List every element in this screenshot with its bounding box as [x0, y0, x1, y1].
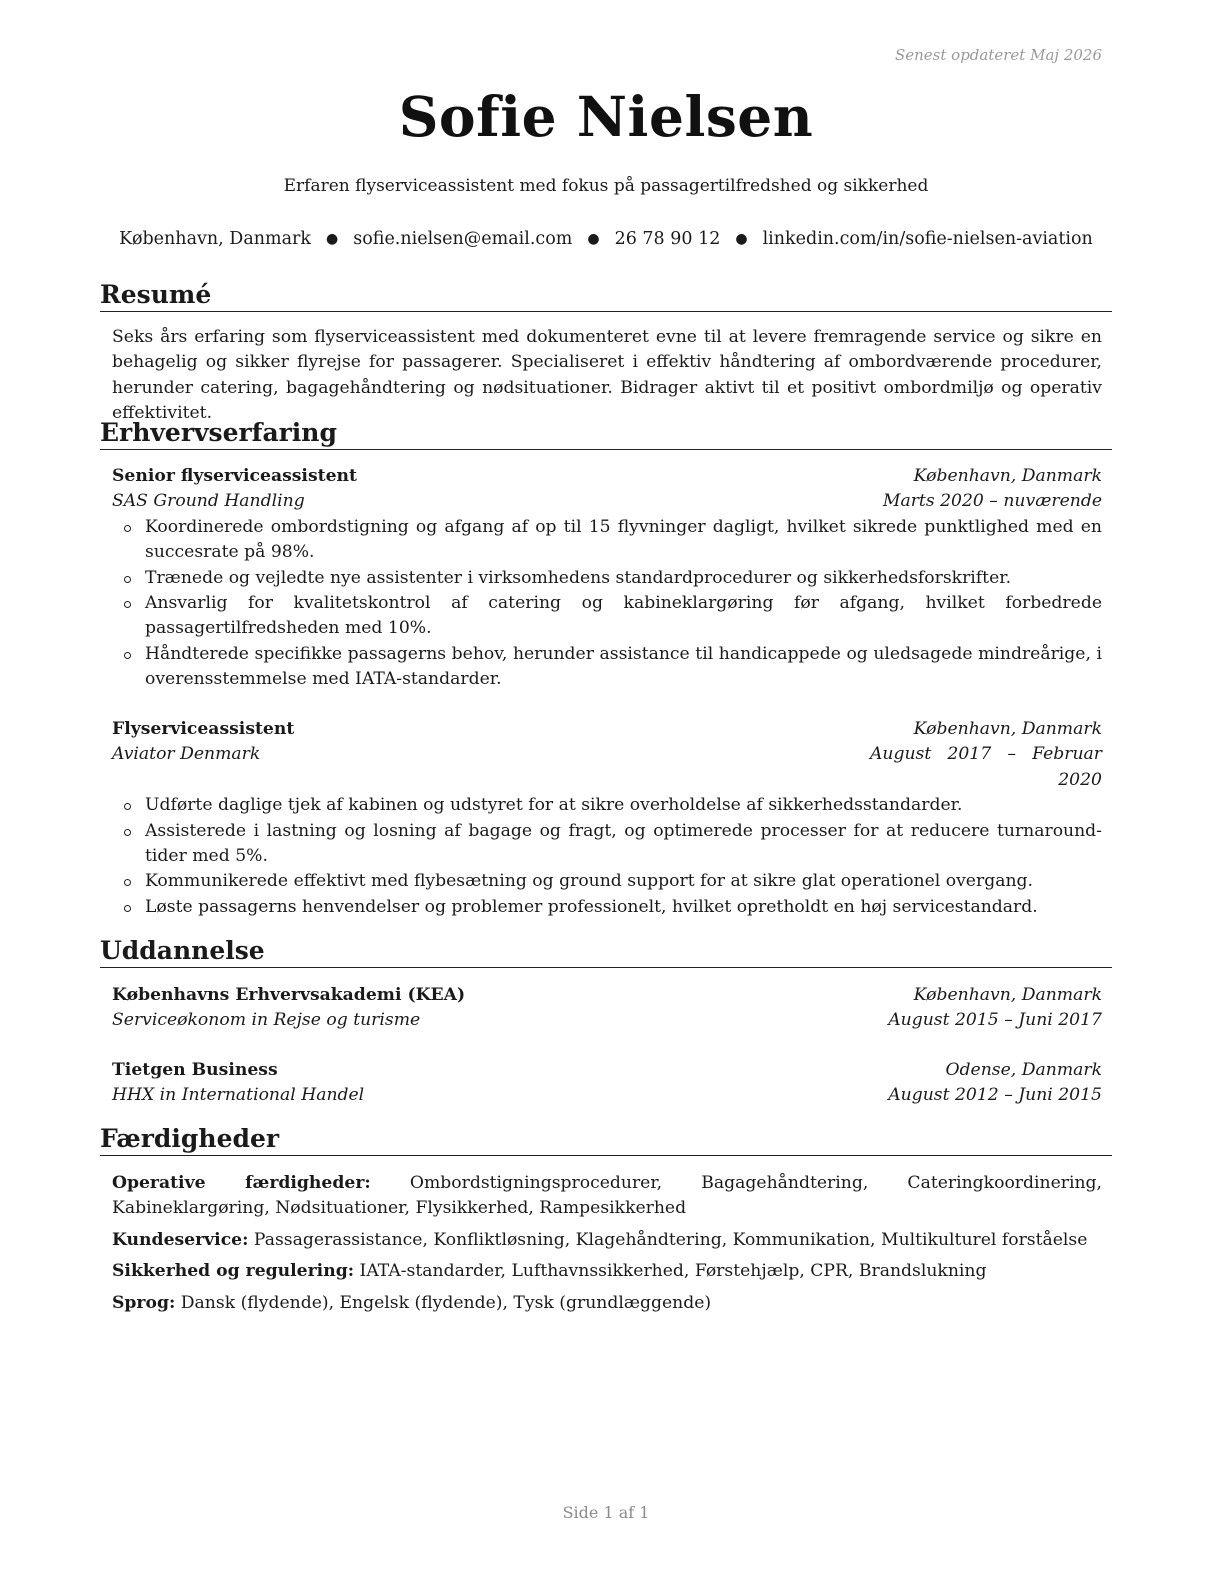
job-entry — [112, 717, 1102, 920]
separator-dot: ● — [735, 231, 748, 247]
candidate-name: Sofie Nielsen — [398, 84, 814, 149]
job-dates — [870, 742, 1102, 793]
skill-group — [112, 1291, 1102, 1316]
education-dates: August 2012 – Juni 2015 — [888, 1085, 1102, 1106]
skill-group-label: Kundeservice: — [112, 1229, 249, 1250]
bullet-item: Assisterede i lastning og losning af bagage og fragt, og optimerede processer for at reducere turnaround-tider med 5%. — [112, 819, 1102, 870]
contact-email[interactable]: sofie.nielsen@email.com — [353, 229, 573, 249]
bullet-item: Ansvarlig for kvalitetskontrol af catering og kabineklargøring før afgang, hvilket forbedrede passagertilfredsheden med 10%. — [112, 591, 1102, 642]
bullet-item: Udførte daglige tjek af kabinen og udstyret for at sikre overholdelse af sikkerhedsstandarder. — [112, 793, 1102, 818]
skill-group-items: Dansk (flydende), Engelsk (flydende), Tysk (grundlæggende) — [180, 1292, 712, 1313]
summary-text: Seks års erfaring som flyserviceassistent med dokumenteret evne til at levere fremragende service og sikre en behagelig og sikker flyrejse for passagerer. Specialiseret i effektiv håndtering af ombordværende procedurer, herunder catering, bagagehåndtering og nødsituationer. Bidrager aktivt til et positivt ombordmiljø og operativ effektivitet. — [112, 327, 1102, 424]
job-bullets — [112, 515, 1102, 693]
skill-group — [112, 1171, 1102, 1222]
skill-group-label: Sikkerhed og regulering: — [112, 1261, 355, 1282]
school-name: Tietgen Business — [112, 1060, 278, 1080]
skill-group — [112, 1228, 1102, 1253]
skill-group-items: Passagerassistance, Konfliktløsning, Klagehåndtering, Kommunikation, Multikulturel forståelse — [253, 1229, 1088, 1250]
skills-list — [112, 1171, 1102, 1322]
job-dates-line2: 2020 — [1058, 769, 1102, 790]
last-updated: Senest opdateret Maj 2026 — [894, 46, 1102, 64]
job-location: København, Danmark — [913, 719, 1102, 739]
skill-group-items: Ombordstigningsprocedurer, Bagagehåndtering, Cateringkoordinering, Kabineklargøring, Nødsituationer, Flysikkerhed, Rampesikkerhed — [112, 1173, 1102, 1219]
degree: HHX in International Handel — [112, 1085, 365, 1106]
job-company: Aviator Denmark — [112, 744, 261, 765]
skill-group-label: Sprog: — [112, 1292, 176, 1313]
school-name: Københavns Erhvervsakademi (KEA) — [112, 985, 466, 1005]
bullet-item: Koordinerede ombordstigning og afgang af op til 15 flyvninger dagligt, hvilket sikrede punktlighed med en succesrate på 98%. — [112, 515, 1102, 566]
contact-phone: 26 78 90 12 — [614, 229, 721, 249]
section-title-skills: Færdigheder — [100, 1124, 1112, 1156]
bullet-item: Håndterede specifikke passagerns behov, herunder assistance til handicappede og uledsagede mindreårige, i overensstemmelse med IATA-standarder. — [112, 642, 1102, 693]
job-dates-line1: August 2017 – Februar — [870, 744, 1102, 765]
degree: Serviceøkonom in Rejse og turisme — [112, 1010, 421, 1031]
resume-page — [100, 0, 1112, 1584]
job-title: Senior flyserviceassistent — [112, 466, 357, 486]
bullet-item: Løste passagerns henvendelser og problemer professionelt, hvilket opretholdt en høj servicestandard. — [112, 895, 1102, 920]
education-entry — [112, 1058, 1102, 1109]
separator-dot: ● — [326, 231, 339, 247]
separator-dot: ● — [587, 231, 600, 247]
job-location: København, Danmark — [913, 466, 1102, 486]
skill-group — [112, 1259, 1102, 1284]
job-title: Flyserviceassistent — [112, 719, 295, 739]
page-number: Side 1 af 1 — [562, 1503, 650, 1522]
skill-group-items: IATA-standarder, Lufthavnssikkerhed, Førstehjælp, CPR, Brandslukning — [359, 1261, 987, 1282]
education-entry — [112, 983, 1102, 1034]
job-company: SAS Ground Handling — [112, 491, 305, 512]
tagline: Erfaren flyserviceassistent med fokus på passagertilfredshed og sikkerhed — [283, 176, 929, 196]
section-title-experience: Erhvervserfaring — [100, 418, 1112, 450]
section-title-summary: Resumé — [100, 280, 1112, 312]
skill-group-label: Operative færdigheder: — [112, 1173, 371, 1193]
school-location: Odense, Danmark — [945, 1060, 1102, 1080]
job-entry — [112, 464, 1102, 693]
contact-linkedin[interactable]: linkedin.com/in/sofie-nielsen-aviation — [762, 229, 1093, 249]
job-dates: Marts 2020 – nuværende — [882, 491, 1102, 512]
school-location: København, Danmark — [913, 985, 1102, 1005]
contact-line — [100, 229, 1112, 249]
bullet-item: Trænede og vejledte nye assistenter i virksomhedens standardprocedurer og sikkerhedsforskrifter. — [112, 566, 1102, 591]
section-title-education: Uddannelse — [100, 936, 1112, 968]
bullet-item: Kommunikerede effektivt med flybesætning og ground support for at sikre glat operationel overgang. — [112, 869, 1102, 894]
education-dates: August 2015 – Juni 2017 — [888, 1010, 1102, 1031]
job-bullets — [112, 793, 1102, 920]
contact-location: København, Danmark — [119, 229, 312, 249]
